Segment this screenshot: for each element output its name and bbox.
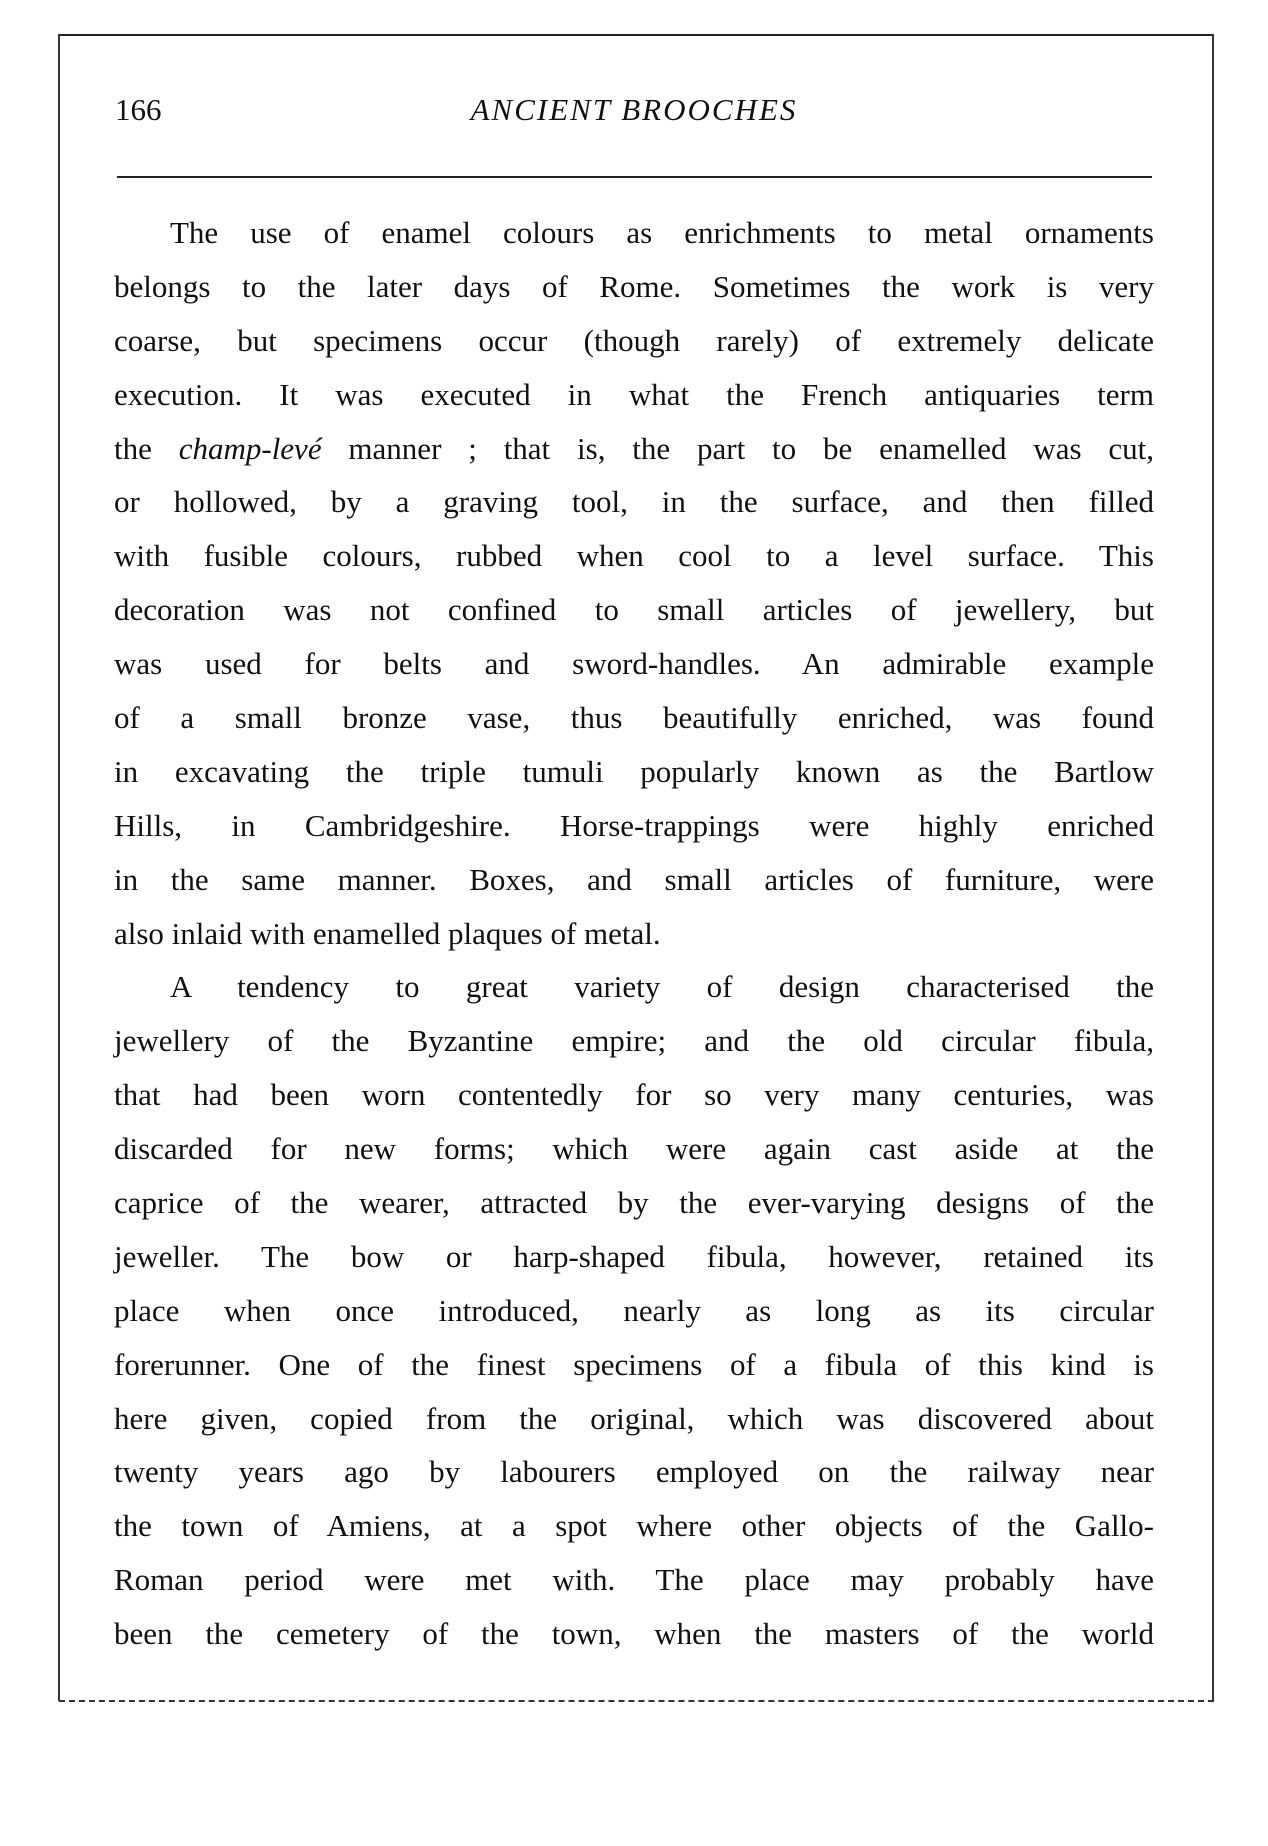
text-line: in excavating the triple tumuli popularly known as the Bartlow (114, 753, 1154, 789)
text-line: place when once introduced, nearly as long as its circular (114, 1292, 1154, 1328)
text-line: decoration was not confined to small articles of jewellery, but (114, 592, 1154, 628)
text-line: that had been worn contentedly for so very many centuries, was (114, 1077, 1154, 1113)
text-line: coarse, but specimens occur (though rarely) of extremely delicate (114, 322, 1154, 358)
text-line: forerunner. One of the finest specimens of a fibula of this kind is (114, 1346, 1154, 1382)
page-number: 166 (115, 92, 162, 127)
page-border-top (59, 34, 1214, 36)
text-line: The use of enamel colours as enrichments to metal ornaments (170, 215, 1154, 250)
page-border-bottom (59, 1700, 1214, 1702)
text-line: in the same manner. Boxes, and small articles of furniture, were (114, 861, 1154, 897)
text-line: jeweller. The bow or harp-shaped fibula, however, retained its (114, 1238, 1154, 1274)
page-border-right (1212, 34, 1214, 1701)
text-line: been the cemetery of the town, when the masters of the world (114, 1616, 1154, 1652)
text-line: twenty years ago by labourers employed on the railway near (114, 1454, 1154, 1490)
text-line: of a small bronze vase, thus beautifully enriched, was found (114, 700, 1154, 736)
text-line: caprice of the wearer, attracted by the ever-varying designs of the (114, 1185, 1154, 1221)
text-line: was used for belts and sword-handles. An admirable example (114, 646, 1154, 682)
text-segment: the (114, 430, 179, 466)
page-border-left (58, 34, 60, 1701)
text-line: the town of Amiens, at a spot where other objects of the Gallo- (114, 1508, 1154, 1544)
header-rule (117, 176, 1152, 178)
text-line: A tendency to great variety of design characterised the (170, 969, 1154, 1005)
text-line: with fusible colours, rubbed when cool to a level surface. This (114, 538, 1154, 574)
text-line: Hills, in Cambridgeshire. Horse-trappings were highly enriched (114, 807, 1154, 843)
running-title: ANCIENT BROOCHES (470, 92, 798, 127)
text-line: discarded for new forms; which were again cast aside at the (114, 1131, 1154, 1167)
text-line (114, 422, 1154, 476)
italic-term: champ-levé (178, 430, 322, 466)
text-segment: manner ; that is, the part to be enamelled was cut, (321, 430, 1154, 466)
text-line: or hollowed, by a graving tool, in the surface, and then filled (114, 484, 1154, 520)
text-line: also inlaid with enamelled plaques of metal. (114, 915, 661, 951)
text-line: belongs to the later days of Rome. Sometimes the work is very (114, 268, 1154, 304)
text-line: here given, copied from the original, which was discovered about (114, 1400, 1154, 1436)
text-line: Roman period were met with. The place may probably have (114, 1562, 1154, 1598)
text-line: jewellery of the Byzantine empire; and the old circular fibula, (114, 1023, 1154, 1059)
body-text (114, 206, 1154, 1661)
text-line: execution. It was executed in what the French antiquaries term (114, 376, 1154, 412)
